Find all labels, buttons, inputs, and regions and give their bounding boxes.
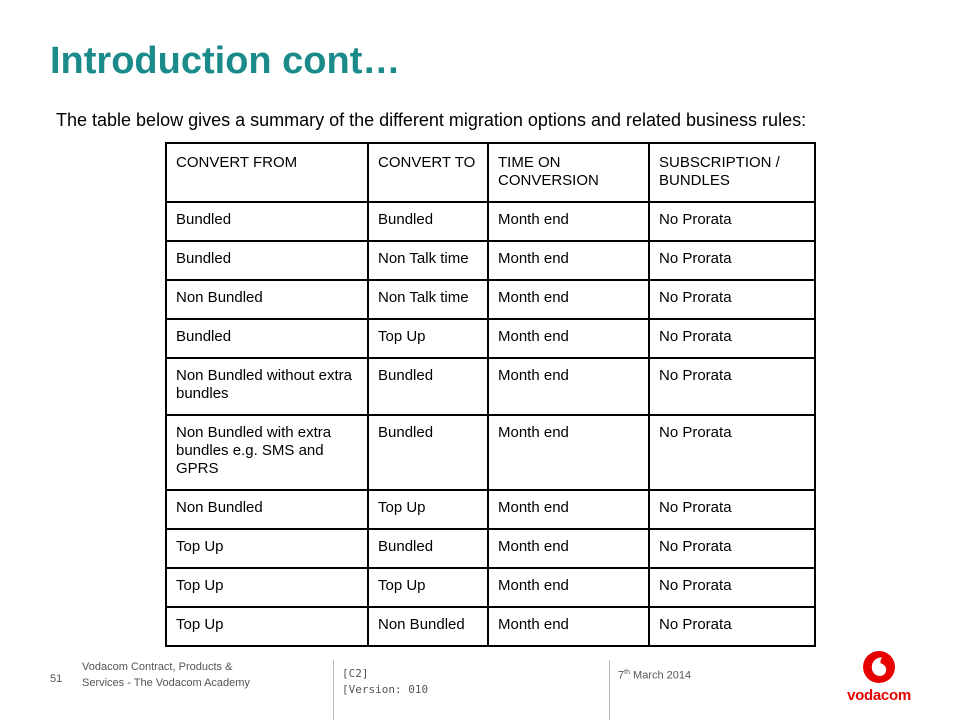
version-label: [Version: 010: [342, 683, 429, 696]
slide-title: Introduction cont…: [50, 40, 401, 82]
cell-convert-from: Bundled: [166, 319, 368, 358]
header-time-on-conversion: TIME ON CONVERSION: [488, 143, 649, 202]
cell-time-on-conversion: Month end: [488, 280, 649, 319]
header-convert-to: CONVERT TO: [368, 143, 488, 202]
table-row: [166, 358, 815, 415]
cell-time-on-conversion: Month end: [488, 415, 649, 490]
footer-classification: [342, 666, 428, 698]
cell-time-on-conversion: Month end: [488, 568, 649, 607]
cell-subscription: No Prorata: [649, 358, 815, 415]
cell-convert-from: Non Bundled: [166, 280, 368, 319]
table-row: [166, 529, 815, 568]
cell-convert-to: Bundled: [368, 358, 488, 415]
cell-convert-from: Bundled: [166, 202, 368, 241]
cell-time-on-conversion: Month end: [488, 607, 649, 646]
footer-org-line2: Services - The Vodacom Academy: [82, 677, 250, 689]
table-row: [166, 607, 815, 646]
cell-convert-from: Top Up: [166, 529, 368, 568]
migration-options-table: [165, 142, 816, 647]
header-convert-from: CONVERT FROM: [166, 143, 368, 202]
vodacom-speechmark-icon: [862, 650, 896, 684]
cell-convert-to: Top Up: [368, 490, 488, 529]
date-day: 7: [618, 669, 625, 682]
table-row: [166, 241, 815, 280]
intro-text: The table below gives a summary of the different migration options and related business rules:: [56, 110, 807, 130]
table-header-row: [166, 143, 815, 202]
table-row: [166, 490, 815, 529]
cell-convert-from: Top Up: [166, 568, 368, 607]
cell-convert-from: Non Bundled: [166, 490, 368, 529]
classification-label: [C2]: [342, 667, 369, 680]
cell-convert-to: Top Up: [368, 319, 488, 358]
table-row: [166, 280, 815, 319]
cell-convert-from: Non Bundled with extra bundles e.g. SMS and GPRS: [166, 415, 368, 490]
cell-convert-to: Bundled: [368, 529, 488, 568]
cell-convert-to: Non Talk time: [368, 241, 488, 280]
cell-convert-to: Bundled: [368, 415, 488, 490]
date-suffix: th: [624, 669, 630, 676]
header-subscription-bundles: SUBSCRIPTION / BUNDLES: [649, 143, 815, 202]
vodacom-wordmark: vodacom: [847, 687, 911, 704]
cell-convert-from: Bundled: [166, 241, 368, 280]
cell-time-on-conversion: Month end: [488, 358, 649, 415]
cell-time-on-conversion: Month end: [488, 490, 649, 529]
table-row: [166, 415, 815, 490]
cell-subscription: No Prorata: [649, 319, 815, 358]
cell-convert-to: Bundled: [368, 202, 488, 241]
vodacom-logo: [847, 650, 911, 704]
cell-convert-from: Top Up: [166, 607, 368, 646]
footer-divider-right: [609, 660, 610, 720]
table-row: [166, 319, 815, 358]
cell-subscription: No Prorata: [649, 202, 815, 241]
cell-convert-to: Non Talk time: [368, 280, 488, 319]
footer-date: [618, 669, 691, 682]
cell-time-on-conversion: Month end: [488, 529, 649, 568]
date-month-year: March 2014: [629, 669, 692, 682]
cell-subscription: No Prorata: [649, 415, 815, 490]
cell-subscription: No Prorata: [649, 490, 815, 529]
footer-divider-left: [333, 660, 334, 720]
cell-convert-to: Non Bundled: [368, 607, 488, 646]
cell-subscription: No Prorata: [649, 280, 815, 319]
table-row: [166, 202, 815, 241]
table-row: [166, 568, 815, 607]
cell-time-on-conversion: Month end: [488, 319, 649, 358]
cell-subscription: No Prorata: [649, 607, 815, 646]
cell-subscription: No Prorata: [649, 241, 815, 280]
footer-organization: [82, 659, 302, 691]
footer-org-line1: Vodacom Contract, Products &: [82, 661, 233, 673]
cell-subscription: No Prorata: [649, 529, 815, 568]
cell-time-on-conversion: Month end: [488, 241, 649, 280]
cell-subscription: No Prorata: [649, 568, 815, 607]
cell-time-on-conversion: Month end: [488, 202, 649, 241]
cell-convert-to: Top Up: [368, 568, 488, 607]
cell-convert-from: Non Bundled without extra bundles: [166, 358, 368, 415]
page-number: 51: [50, 673, 63, 685]
